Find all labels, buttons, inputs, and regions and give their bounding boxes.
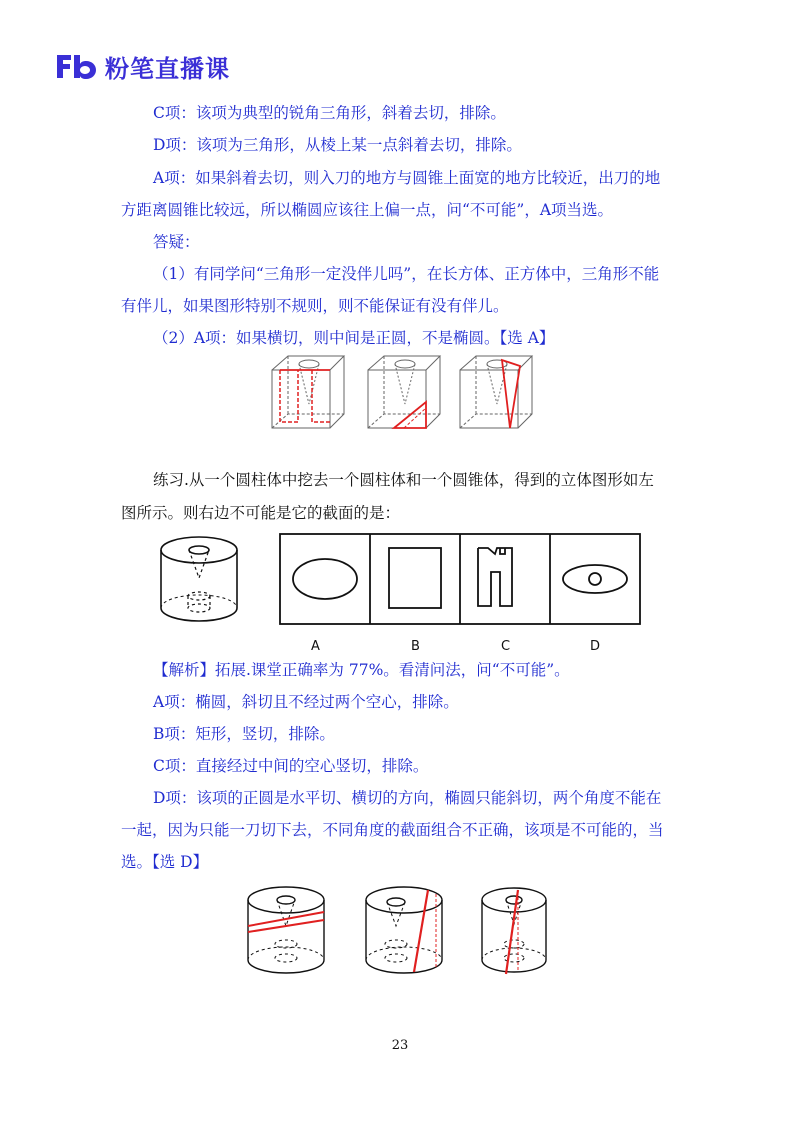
option-labels: [311, 639, 600, 654]
qa-title: 答疑：: [153, 233, 200, 251]
option-d-explanation: D项：该项为三角形，从棱上某一点斜着去切，排除。: [153, 136, 522, 154]
answer-d-line1: D项：该项的正圆是水平切、横切的方向，椭圆只能斜切，两个角度不能在: [153, 789, 662, 807]
answer-b: B项：矩形，竖切，排除。: [153, 725, 335, 743]
exercise-figure: [150, 528, 655, 656]
option-boxes: [280, 534, 640, 624]
option-b-rectangle: [389, 548, 441, 608]
cube-figure-horizontal: [272, 356, 344, 428]
exercise-line2: 图所示。则右边不可能是它的截面的是：: [121, 504, 401, 522]
qa-item-1-line1: （1）有同学问“三角形一定没伴儿吗”，在长方体、正方体中，三角形不能: [153, 265, 660, 283]
exercise-line1: 练习.从一个圆柱体中挖去一个圆柱体和一个圆锥体，得到的立体图形如左: [153, 471, 654, 489]
cylinder-figure-slant-cut: [248, 887, 324, 973]
cylinder-figure-through-cut: [482, 888, 546, 974]
qa-item-1-line2: 有伴儿，如果图形特别不规则，则不能保证有没有伴儿。: [121, 297, 509, 315]
answer-d-line2: 一起，因为只能一刀切下去，不同角度的截面组合不正确，该项是不可能的，当: [121, 821, 664, 839]
option-a-ellipse: [293, 559, 357, 599]
cube-figure-corner-cut: [368, 356, 440, 428]
answer-a: A项：椭圆，斜切且不经过两个空心，排除。: [153, 693, 459, 711]
option-a-explanation-line2: 方距离圆锥比较远，所以椭圆应该往上偏一点，问“不可能”，A项当选。: [121, 201, 614, 219]
option-d-ellipse: [563, 565, 627, 593]
cube-cut-figures: [268, 352, 538, 434]
answer-c: C项：直接经过中间的空心竖切，排除。: [153, 757, 429, 775]
qa-item-2: （2）A项：如果横切，则中间是正圆，不是椭圆。【选 A】: [153, 329, 555, 347]
answer-d-line3: 选。【选 D】: [121, 853, 209, 871]
analysis-header: 【解析】拓展.课堂正确率为 77%。看清问法，问“不可能”。: [153, 661, 570, 679]
option-label-c: C: [501, 639, 511, 654]
cylinder-cut-figures: [240, 880, 570, 990]
cylinder-figure-vertical-cut: [366, 887, 442, 973]
brand-name: 粉笔直播课: [105, 54, 230, 83]
option-a-explanation-line1: A项：如果斜着去切，则入刀的地方与圆锥上面宽的地方比较近，出刀的地: [153, 169, 661, 187]
option-d-circle: [589, 573, 601, 585]
fb-logo-icon: [55, 51, 99, 81]
option-label-a: A: [311, 639, 320, 654]
hollow-cylinder-figure: [161, 537, 237, 621]
brand-logo: [55, 50, 230, 82]
option-label-b: B: [411, 639, 420, 654]
option-label-d: D: [590, 639, 601, 654]
option-c-explanation: C项：该项为典型的锐角三角形，斜着去切，排除。: [153, 104, 506, 122]
option-c-m-shape: [478, 548, 512, 606]
page-number: 23: [391, 1038, 409, 1053]
cube-figure-slant-cut: [460, 356, 532, 428]
